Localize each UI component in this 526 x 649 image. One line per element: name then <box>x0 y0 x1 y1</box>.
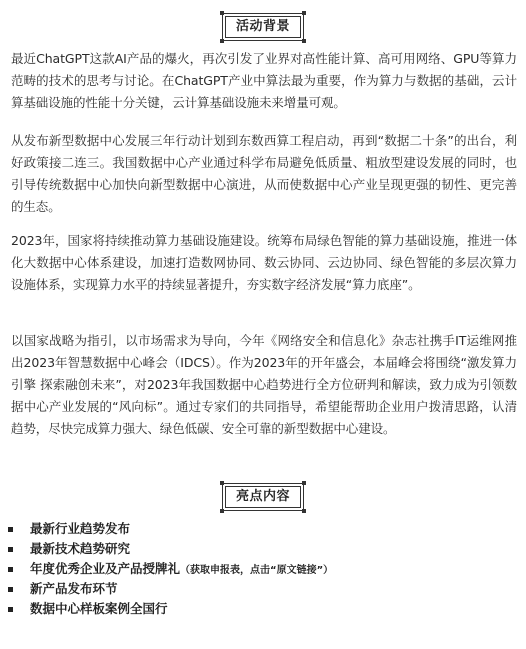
highlight-label: 年度优秀企业及产品授牌礼 <box>30 561 181 576</box>
highlight-label: 新产品发布环节 <box>30 581 118 596</box>
list-item <box>8 539 518 559</box>
background-paragraph-1: 最近ChatGPT这款AI产品的爆火，再次引发了业界对高性能计算、高可用网络、GPU等算力范畴的技术的思考与讨论。在ChatGPT产业中算法最为重要，作为算力与数据的基础，云计算基础设施的性能十分关键，云计算基础设施未来增量可观。 <box>11 51 517 110</box>
frame-corner-decoration <box>302 509 306 513</box>
activity-background-heading: 活动背景 <box>225 16 301 38</box>
highlights-heading-frame <box>222 483 304 511</box>
highlights-heading: 亮点内容 <box>225 486 301 508</box>
list-item <box>8 559 518 579</box>
background-paragraph-4: 以国家战略为指引，以市场需求为导向，今年《网络安全和信息化》杂志社携手IT运维网推出2023年智慧数据中心峰会（IDCS）。作为2023年的开年盛会，本届峰会将围绕“激发算力引擎 探索融创未来”，对2023年我国数据中心趋势进行全方位研判和解读，致力成为引领数据中心产业发展的“风向标”。通过专家们的共同指导，希望能帮助企业用户拨清思路，认清趋势，尽快完成算力强大、绿色低碳、安全可靠的新型数据中心建设。 <box>11 333 517 436</box>
square-bullet-icon <box>8 587 13 592</box>
background-paragraph-2: 从发布新型数据中心发展三年行动计划到东数西算工程启动，再到“数据二十条”的出台，利好政策接二连三。我国数据中心产业通过科学布局避免低质量、粗放型建设发展的同时，也引导传统数据中心加快向新型数据中心演进，从而使数据中心产业呈现更强的韧性、更完善的生态。 <box>11 133 517 214</box>
highlight-label: 最新行业趋势发布 <box>30 521 131 536</box>
frame-corner-decoration <box>302 481 306 485</box>
activity-background-heading-frame <box>222 13 304 41</box>
square-bullet-icon <box>8 527 13 532</box>
frame-corner-decoration <box>220 509 224 513</box>
activity-background-heading-wrap <box>0 13 526 41</box>
square-bullet-icon <box>8 567 13 572</box>
list-item <box>8 599 518 619</box>
frame-corner-decoration <box>302 11 306 15</box>
list-item <box>8 579 518 599</box>
square-bullet-icon <box>8 547 13 552</box>
frame-corner-decoration <box>220 481 224 485</box>
highlight-label: 数据中心样板案例全国行 <box>30 601 168 616</box>
highlights-list <box>8 519 518 619</box>
frame-corner-decoration <box>302 39 306 43</box>
square-bullet-icon <box>8 607 13 612</box>
background-paragraph-3: 2023年，国家将持续推动算力基础设施建设。统筹布局绿色智能的算力基础设施，推进一体化大数据中心体系建设，加速打造数网协同、数云协同、云边协同、绿色智能的多层次算力设施体系，实现算力水平的持续显著提升，夯实数字经济发展“算力底座”。 <box>11 233 517 292</box>
highlights-heading-wrap <box>0 483 526 511</box>
frame-corner-decoration <box>220 39 224 43</box>
highlight-note: （获取申报表，点击“原文链接”） <box>180 565 334 576</box>
highlight-label: 最新技术趋势研究 <box>30 541 131 556</box>
frame-corner-decoration <box>220 11 224 15</box>
list-item <box>8 519 518 539</box>
